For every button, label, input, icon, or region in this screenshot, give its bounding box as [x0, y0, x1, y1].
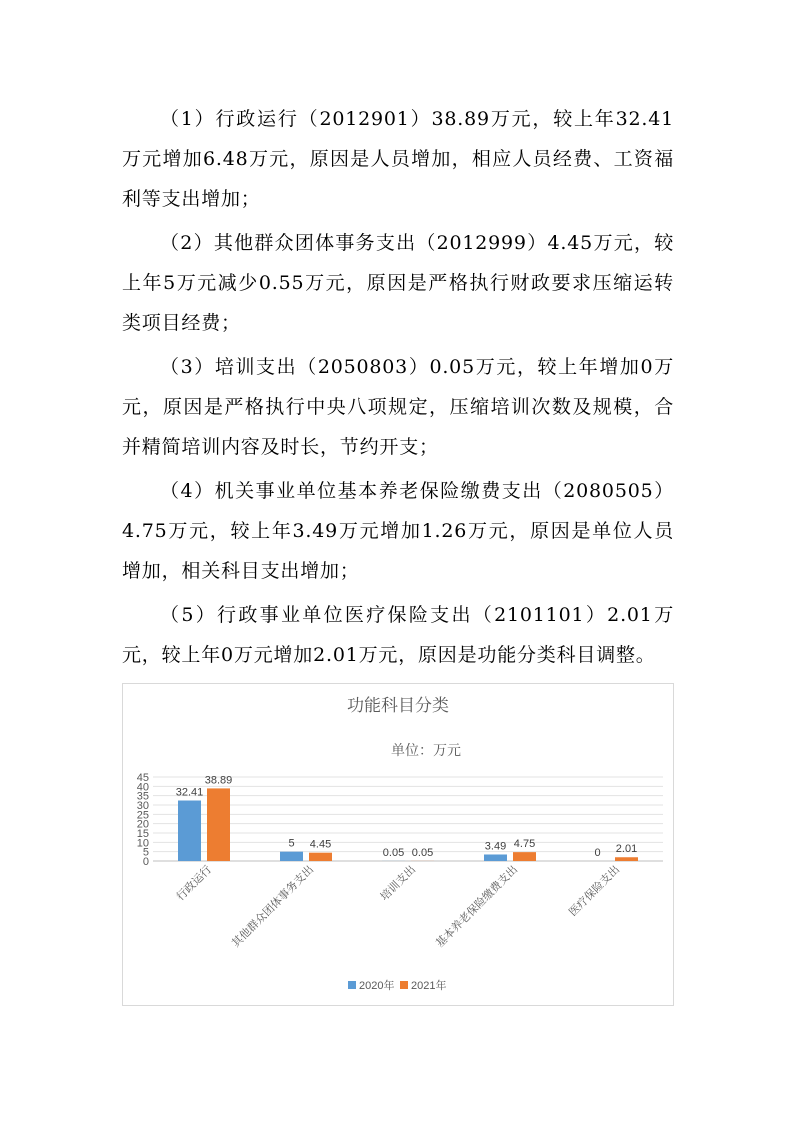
data-label: 3.49	[484, 840, 507, 853]
legend-label: 2021年	[411, 980, 447, 992]
data-label: 32.41	[175, 786, 204, 799]
paragraph-4: （4）机关事业单位基本养老保险缴费支出（2080505）4.75万元，较上年3.49万元增加1.26万元，原因是单位人员增加，相关科目支出增加；	[122, 480, 674, 582]
y-tick-label: 20	[136, 818, 149, 831]
category-label: 培训支出	[377, 862, 419, 904]
paragraph-3: （3）培训支出（2050803）0.05万元，较上年增加0万元，原因是严格执行中央八项规定，压缩培训次数及规模，合并精简培训内容及时长，节约开支；	[122, 356, 674, 458]
bar-chart	[123, 684, 673, 1005]
legend-swatch	[348, 981, 356, 989]
category-label: 基本养老保险缴费支出	[433, 862, 521, 950]
data-label: 0.05	[382, 846, 405, 859]
bar-2020	[484, 854, 507, 861]
y-tick-label: 25	[136, 809, 149, 822]
bar-2021	[207, 788, 230, 861]
bar-2020	[178, 801, 201, 861]
bar-2021	[513, 852, 536, 861]
y-tick-label: 35	[136, 790, 149, 803]
data-label: 2.01	[615, 843, 638, 856]
data-label: 4.45	[309, 838, 332, 851]
data-label: 38.89	[204, 774, 233, 787]
data-label: 5	[288, 837, 295, 850]
data-label: 0.05	[411, 846, 434, 859]
category-label: 行政运行	[173, 862, 215, 904]
bar-2020	[280, 852, 303, 861]
paragraph-2: （2）其他群众团体事务支出（2012999）4.45万元，较上年5万元减少0.55万元，原因是严格执行财政要求压缩运转类项目经费；	[122, 232, 674, 334]
chart-title: 功能科目分类	[347, 696, 449, 716]
y-tick-label: 0	[142, 856, 149, 868]
paragraph-5: （5）行政事业单位医疗保险支出（2101101）2.01万元，较上年0万元增加2.01万元，原因是功能分类科目调整。	[122, 604, 674, 666]
paragraph-1: （1）行政运行（2012901）38.89万元，较上年32.41万元增加6.48万元，原因是人员增加，相应人员经费、工资福利等支出增加；	[122, 108, 674, 210]
y-tick-label: 10	[136, 837, 149, 850]
y-tick-label: 40	[136, 781, 149, 794]
legend-label: 2020年	[359, 980, 395, 992]
bar-2021	[615, 857, 638, 861]
chart-container	[122, 683, 674, 1006]
data-label: 0	[594, 847, 601, 859]
y-tick-label: 5	[142, 846, 149, 859]
y-tick-label: 15	[136, 828, 149, 840]
category-label: 其他群众团体事务支出	[229, 862, 317, 950]
data-label: 4.75	[513, 838, 536, 851]
category-label: 医疗保险支出	[566, 862, 623, 919]
legend-swatch	[400, 981, 408, 989]
chart-unit-label: 单位：万元	[391, 743, 461, 759]
y-tick-label: 30	[136, 800, 149, 812]
bar-2021	[309, 853, 332, 861]
y-tick-label: 45	[136, 772, 149, 784]
